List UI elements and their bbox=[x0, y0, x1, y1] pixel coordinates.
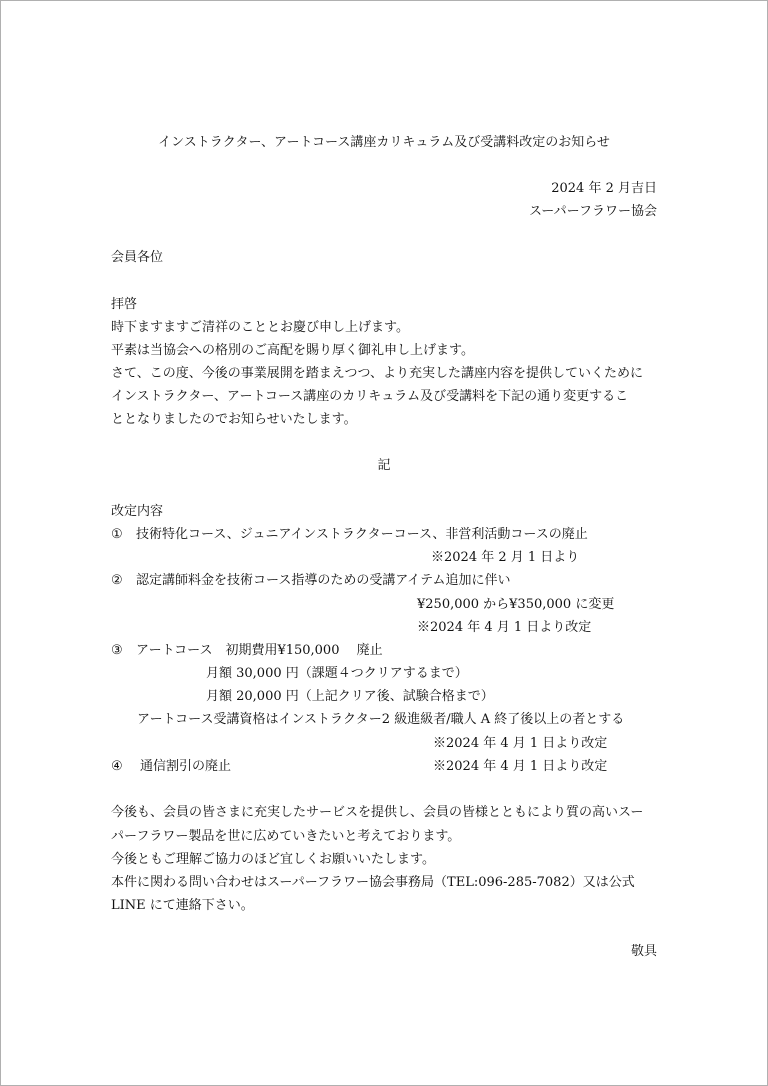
item2-date: ※2024 年 4 月 1 日より改定 bbox=[417, 620, 592, 635]
sender-name: スーパーフラワー協会 bbox=[528, 204, 657, 219]
item2-text: 認定講師料金を技術コース指導のための受講アイテム追加に伴い bbox=[136, 573, 511, 588]
item1-text: 技術特化コース、ジュニアインストラクターコース、非営利活動コースの廃止 bbox=[136, 527, 588, 542]
body-line: ととなりましたのでお知らせいたします。 bbox=[111, 412, 357, 427]
item3-text: アートコース 初期費用¥150,000 廃止 bbox=[136, 643, 383, 658]
document-date: 2024 年 2 月吉日 bbox=[551, 181, 657, 196]
recipient: 会員各位 bbox=[111, 250, 164, 265]
body-line: 時下ますますご清祥のこととお慶び申し上げます。 bbox=[111, 320, 409, 335]
closing-line: パーフラワー製品を世に広めていきたいと考えております。 bbox=[111, 829, 461, 844]
body-line: 平素は当協会への格別のご高配を賜り厚く御礼申し上げます。 bbox=[111, 343, 474, 358]
item3-monthly-fee-2: 月額 20,000 円（上記クリア後、試験合格まで） bbox=[206, 689, 494, 704]
closing-line: 今後ともご理解ご協力のほど宜しくお願いいたします。 bbox=[111, 852, 435, 867]
ki-heading: 記 bbox=[377, 458, 391, 473]
document-title: インストラクター、アートコース講座カリキュラム及び受講料改定のお知らせ bbox=[158, 135, 610, 150]
item2-number: ② bbox=[111, 573, 123, 588]
item1-number: ① bbox=[111, 527, 123, 542]
item4-number: ④ bbox=[111, 759, 123, 774]
item4-text: 通信割引の廃止 bbox=[140, 759, 232, 774]
item4-date: ※2024 年 4 月 1 日より改定 bbox=[433, 759, 608, 774]
item3-date: ※2024 年 4 月 1 日より改定 bbox=[433, 736, 608, 751]
closing-line: LINE にて連絡下さい。 bbox=[111, 898, 254, 913]
item3-monthly-fee-1: 月額 30,000 円（課題４つクリアするまで） bbox=[206, 666, 468, 681]
closing-line: 本件に関わる問い合わせはスーパーフラワー協会事務局（TEL:096-285-7082）又は公式 bbox=[111, 875, 635, 890]
body-line: さて、この度、今後の事業展開を踏まえつつ、より充実した講座内容を提供していくために bbox=[111, 366, 643, 381]
item1-date: ※2024 年 2 月 1 日より bbox=[431, 550, 580, 565]
item3-number: ③ bbox=[111, 643, 123, 658]
closing-line: 今後も、会員の皆さまに充実したサービスを提供し、会員の皆様とともにより質の高いスー bbox=[111, 805, 644, 820]
body-line: インストラクター、アートコース講座のカリキュラム及び受講料を下記の通り変更するこ bbox=[111, 389, 629, 404]
greeting: 拝啓 bbox=[111, 297, 138, 312]
item2-price-change: ¥250,000 から¥350,000 に変更 bbox=[417, 597, 615, 612]
sign-off: 敬具 bbox=[630, 944, 657, 959]
item3-qualification: アートコース受講資格はインストラクター2 級進級者/職人 A 終了後以上の者とする bbox=[137, 712, 625, 727]
changes-heading: 改定内容 bbox=[111, 504, 164, 519]
